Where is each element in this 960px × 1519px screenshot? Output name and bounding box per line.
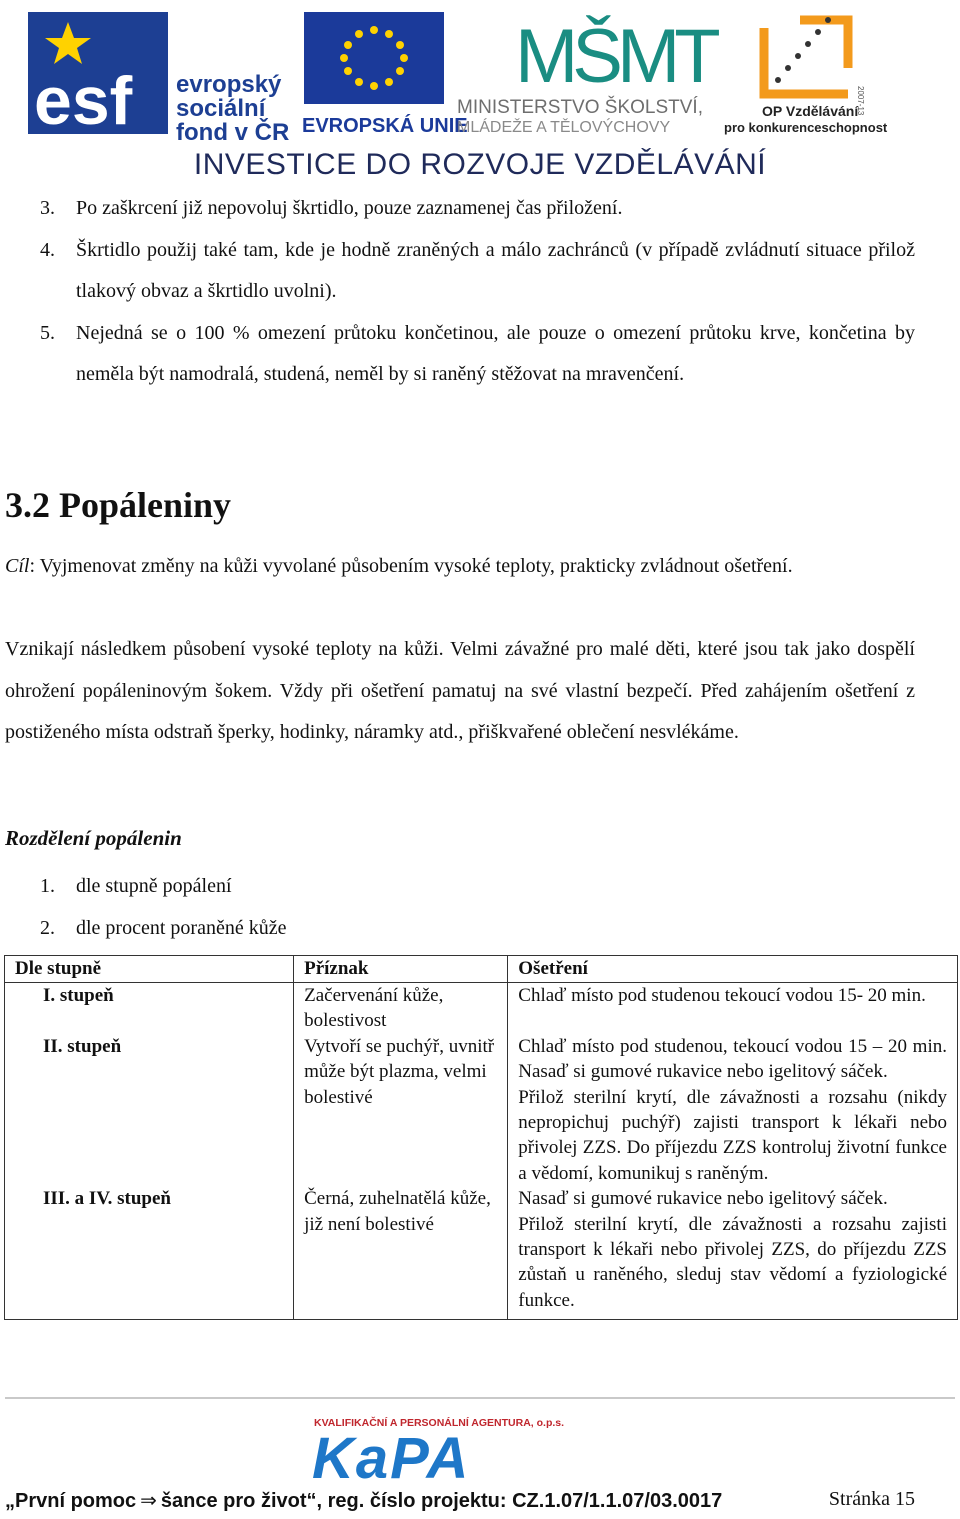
treatment-cell [508,1034,958,1186]
table-row [5,1186,958,1320]
esf-line-2: sociální [176,95,266,122]
header-symptom: Příznak [294,956,508,983]
symptom-cell: Černá, zuhelnatělá kůže, již není bolestivé [294,1186,508,1320]
eu-caption: EVROPSKÁ UNIE [302,115,468,137]
msmt-line-2: MLÁDEŽE A TĚLOVÝCHOVY [457,119,671,136]
treatment-text: Přilož sterilní krytí, dle závažnosti a rozsahu (nikdy nepropichuj puchýř) zajisti transport k lékaři nebo přivolej ZZS. Do příjezdu ZZS kontroluj životní funkce a vědomí, komunikuj s raněným. [518,1086,947,1184]
esf-line-3: fond v ČR [176,119,290,146]
list-item [40,188,915,230]
list-number: 4. [40,238,55,261]
footer-project-left: „První pomoc [5,1490,137,1512]
investice-banner: INVESTICE DO ROZVOJE VZDĚLÁVÁNÍ [193,148,767,181]
op-line-2: pro konkurenceschopnost [724,120,888,135]
op-vzdelavani-logo [722,8,897,138]
kapa-logo [312,1414,608,1491]
burn-classification-list [40,866,915,949]
esf-logo [28,12,298,146]
msmt-line-1: MINISTERSTVO ŠKOLSTVÍ, [457,97,703,118]
goal-label: Cíl [5,555,30,577]
msmt-mark: MŠMT [515,14,715,99]
list-number: 2. [40,916,55,939]
treatment-cell [508,983,958,1034]
op-years: 2007-13 [856,86,865,116]
degree-cell: II. stupeň [5,1034,294,1186]
list-text: Škrtidlo použij také tam, kde je hodně zraněných a málo zachránců (v případě zvládnutí situace přilož tlakový obvaz a škrtidlo uvolni). [76,238,915,302]
kapa-agency-text: KVALIFIKAČNÍ A PERSONÁLNÍ AGENTURA, o.p.s. [314,1417,565,1429]
header-treatment: Ošetření [508,956,958,983]
treatment-cell [508,1186,958,1320]
list-text: Po zaškrcení již nepovoluj škrtidlo, pouze zaznamenej čas přiložení. [76,197,623,219]
msmt-logo [455,10,720,135]
goal-paragraph [5,546,915,588]
list-text: dle stupně popálení [76,875,232,897]
section-title: 3.2 Popáleniny [5,485,232,525]
list-number: 3. [40,197,55,219]
esf-logo-text: esf [34,63,133,139]
table-header-row [5,956,958,983]
footer-project-right: šance pro život“, reg. číslo projektu: CZ.1.07/1.1.07/03.0017 [160,1490,723,1512]
page-number: Stránka 15 [828,1488,915,1510]
list-item [40,230,915,313]
symptom-cell: Vytvoří se puchýř, uvnitř může být plazma, velmi bolestivé [294,1034,508,1186]
list-item [40,908,915,950]
symptom-cell: Začervenání kůže, bolestivost [294,983,508,1034]
list-text: dle procent poraněné kůže [76,916,287,939]
subsection-title: Rozdělení popálenin [5,826,182,850]
eu-flag-logo [300,12,468,137]
footer-divider [5,1397,955,1399]
intro-paragraph: Vznikají následkem působení vysoké teploty na kůži. Velmi závažné pro malé děti, které jsou tak jako dospělí ohrožení popáleninovým šokem. Vždy při ošetření pamatuj na své vlastní bezpečí. Před zahájením ošetření z postiženého místa odstraň šperky, hodinky, náramky atd., přiškvařené oblečení nesvlékáme. [5,638,915,743]
list-item [40,313,915,396]
treatment-text: Nasaď si gumové rukavice nebo igelitový sáček. [518,1188,888,1210]
treatment-text: Chlaď místo pod studenou, tekoucí vodou 15 – 20 min. Nasaď si gumové rukavice nebo igelitový sáček. [518,1035,947,1083]
list-number: 5. [40,321,55,344]
list-number: 1. [40,875,55,897]
treatment-text: Přilož sterilní krytí, dle závažnosti a rozsahu zajisti transport k lékaři nebo přivolej ZZS, do příjezdu ZZS zůstaň u raněného, sleduj stav vědomí a fyziologické funkce. [518,1213,947,1311]
treatment-text: Chlaď místo pod studenou tekoucí vodou 15- 20 min. [518,985,926,1006]
table-row [5,1034,958,1186]
header-degree: Dle stupně [5,956,294,983]
arrow-right-icon: ⇒ [140,1490,157,1512]
table-row [5,983,958,1034]
page-footer [5,1488,915,1513]
esf-line-1: evropský [176,71,282,98]
degree-cell: I. stupeň [5,983,294,1034]
degree-cell: III. a IV. stupeň [5,1186,294,1320]
list-item [40,866,915,908]
op-line-1: OP Vzdělávání [762,103,859,119]
goal-text: : Vyjmenovat změny na kůži vyvolané působením vysoké teploty, prakticky zvládnout ošetření. [29,555,793,577]
burn-degree-table [4,955,958,1320]
list-text: Nejedná se o 100 % omezení průtoku končetinou, ale pouze o omezení průtoku krve, končetina by neměla být namodralá, studená, neměl by si raněný stěžovat na mravenčení. [76,321,915,385]
kapa-mark: KaPA [312,1426,471,1491]
tourniquet-steps-list [40,188,915,396]
header-logos [0,0,960,185]
